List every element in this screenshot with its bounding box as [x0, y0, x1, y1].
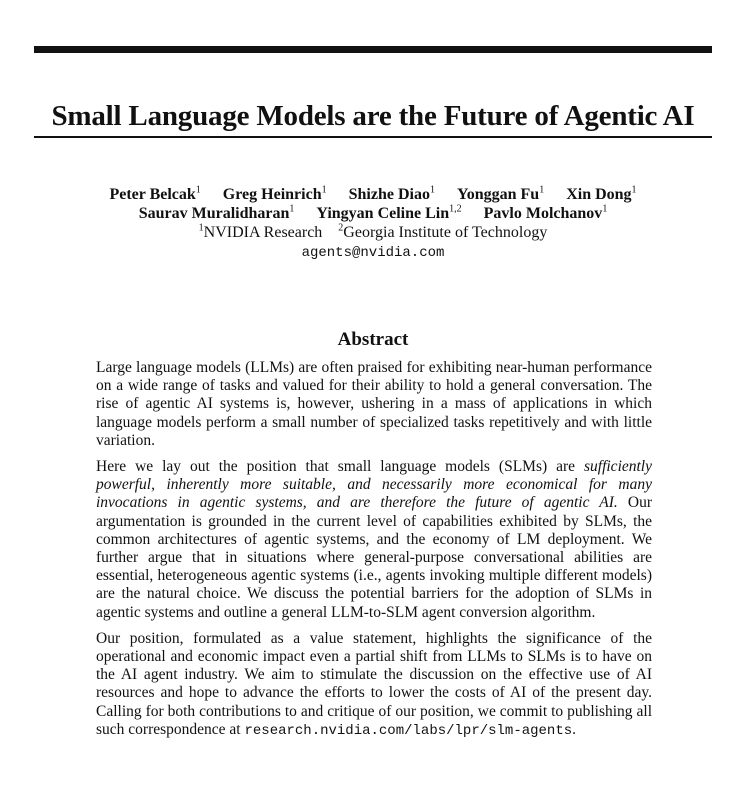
author: Pavlo Molchanov$^1$	[483, 203, 608, 222]
contact-email[interactable]: agents@nvidia.com	[301, 245, 445, 261]
affiliation-line	[34, 223, 712, 242]
paper-title: Small Language Models are the Future of Agentic AI	[51, 100, 695, 133]
title-bottom-rule	[34, 136, 712, 138]
abstract-heading: Abstract	[337, 328, 409, 350]
author-line-1	[34, 185, 712, 204]
author: Peter Belcak$^1$	[109, 184, 201, 203]
affiliation: $^2$Georgia Institute of Technology	[338, 222, 548, 241]
title-top-rule	[34, 46, 712, 53]
author: Yingyan Celine Lin$^{1,2}$	[316, 203, 462, 222]
affiliation: $^1$NVIDIA Research	[198, 222, 323, 241]
abstract-body	[96, 359, 652, 748]
author-line-2	[34, 204, 712, 223]
author-block	[34, 185, 712, 263]
abstract-paragraph-3: Our position, formulated as a value statement, highlights the significance of the operational and economic impact even a partial shift from LLMs to SLMs is to have on the AI agent industry. We aim to stimulate the discussion on the effective use of AI resources and hope to advance the efforts to lower the costs of AI of the present day. Calling for both contributions to and critique of our position, we commit to publishing all such correspondence at research.nvidia.com/labs/lpr/slm-agents.	[96, 629, 652, 739]
author: Yonggan Fu$^1$	[456, 184, 545, 203]
author: Xin Dong$^1$	[566, 184, 637, 203]
abstract-paragraph-2: Here we lay out the position that small language models (SLMs) are sufficiently powerful, inherently more suitable, and necessarily more economical for many invocations in agentic systems, and are therefore the future of agentic AI. Our argumentation is grounded in the current level of capabilities exhibited by SLMs, the common architectures of agentic systems, and the economy of LM deployment. We further argue that in situations where general-purpose conversational abilities are essential, heterogeneous agentic systems (i.e., agents invoking multiple different models) are the natural choice. We discuss the potential barriers for the adoption of SLMs in agentic systems and outline a general LLM-to-SLM agent conversion algorithm.	[96, 458, 652, 621]
position-statement: sufficiently powerful, inherently more suitable, and necessarily more economical for many invocations in agentic systems, and are therefore the future of agentic AI.	[96, 458, 652, 512]
contact-line	[34, 242, 712, 263]
author: Shizhe Diao$^1$	[348, 184, 435, 203]
project-url[interactable]: research.nvidia.com/labs/lpr/slm-agents	[244, 722, 573, 739]
author: Greg Heinrich$^1$	[222, 184, 327, 203]
author: Saurav Muralidharan$^1$	[138, 203, 295, 222]
abstract-paragraph-1: Large language models (LLMs) are often praised for exhibiting near-human performance on a wide range of tasks and valued for their ability to hold a general conversation. The rise of agentic AI systems is, however, ushering in a mass of applications in which language models perform a small number of specialized tasks repetitively and with little variation.	[96, 359, 652, 449]
